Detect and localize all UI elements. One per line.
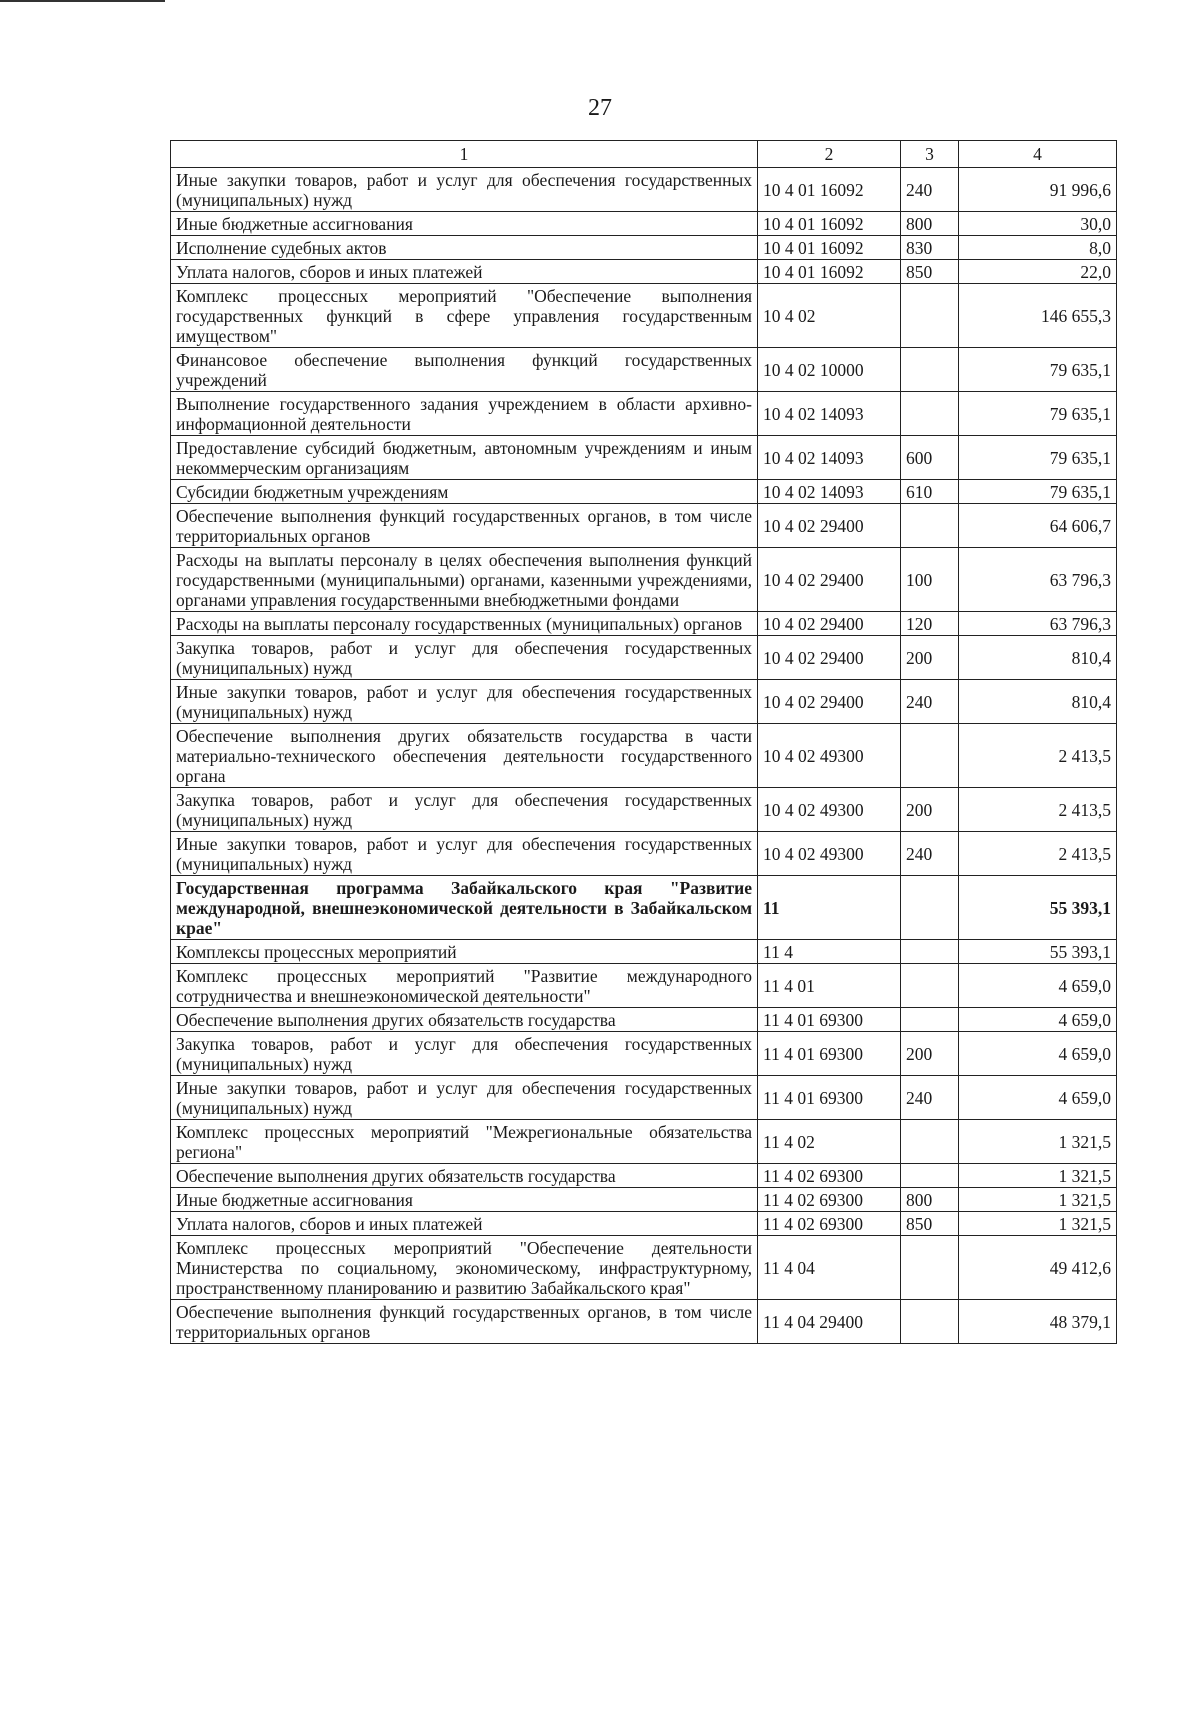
row-name-cell: Финансовое обеспечение выполнения функций государственных учреждений bbox=[171, 348, 758, 392]
row-code-cell: 10 4 02 29400 bbox=[758, 548, 901, 612]
row-name-cell: Обеспечение выполнения других обязательств государства bbox=[171, 1164, 758, 1188]
row-type-cell bbox=[901, 504, 959, 548]
row-name-cell: Комплекс процессных мероприятий "Межрегиональные обязательства региона" bbox=[171, 1120, 758, 1164]
row-amount-cell: 22,0 bbox=[959, 260, 1117, 284]
row-type-cell: 240 bbox=[901, 168, 959, 212]
row-type-cell: 200 bbox=[901, 636, 959, 680]
row-name-cell: Комплекс процессных мероприятий "Обеспечение деятельности Министерства по социальному, экономическому, инфраструктурному, пространственному планированию и развитию Забайкальского края" bbox=[171, 1236, 758, 1300]
row-type-cell: 200 bbox=[901, 1032, 959, 1076]
table-row bbox=[171, 284, 1117, 348]
row-code-cell: 10 4 01 16092 bbox=[758, 168, 901, 212]
table-row bbox=[171, 1076, 1117, 1120]
row-type-cell: 610 bbox=[901, 480, 959, 504]
row-name-cell: Уплата налогов, сборов и иных платежей bbox=[171, 260, 758, 284]
row-code-cell: 11 bbox=[758, 876, 901, 940]
row-code-cell: 10 4 02 29400 bbox=[758, 612, 901, 636]
row-type-cell bbox=[901, 348, 959, 392]
row-code-cell: 10 4 02 14093 bbox=[758, 436, 901, 480]
row-code-cell: 11 4 01 bbox=[758, 964, 901, 1008]
row-type-cell: 200 bbox=[901, 788, 959, 832]
row-name-cell: Обеспечение выполнения функций государственных органов, в том числе территориальных органов bbox=[171, 1300, 758, 1344]
row-type-cell bbox=[901, 1120, 959, 1164]
row-code-cell: 11 4 02 bbox=[758, 1120, 901, 1164]
row-type-cell bbox=[901, 940, 959, 964]
row-amount-cell: 2 413,5 bbox=[959, 788, 1117, 832]
row-code-cell: 11 4 02 69300 bbox=[758, 1188, 901, 1212]
table-row bbox=[171, 504, 1117, 548]
row-amount-cell: 55 393,1 bbox=[959, 940, 1117, 964]
row-code-cell: 10 4 02 10000 bbox=[758, 348, 901, 392]
row-type-cell bbox=[901, 1008, 959, 1032]
row-amount-cell: 2 413,5 bbox=[959, 724, 1117, 788]
row-amount-cell: 79 635,1 bbox=[959, 480, 1117, 504]
row-amount-cell: 810,4 bbox=[959, 680, 1117, 724]
row-name-cell: Комплекс процессных мероприятий "Развитие международного сотрудничества и внешнеэкономической деятельности" bbox=[171, 964, 758, 1008]
row-type-cell bbox=[901, 1164, 959, 1188]
table-row bbox=[171, 788, 1117, 832]
row-code-cell: 10 4 02 49300 bbox=[758, 832, 901, 876]
table-row bbox=[171, 1164, 1117, 1188]
row-amount-cell: 79 635,1 bbox=[959, 392, 1117, 436]
row-name-cell: Расходы на выплаты персоналу государственных (муниципальных) органов bbox=[171, 612, 758, 636]
row-name-cell: Закупка товаров, работ и услуг для обеспечения государственных (муниципальных) нужд bbox=[171, 636, 758, 680]
table-row bbox=[171, 680, 1117, 724]
row-type-cell: 830 bbox=[901, 236, 959, 260]
row-amount-cell: 4 659,0 bbox=[959, 1008, 1117, 1032]
row-code-cell: 10 4 02 14093 bbox=[758, 480, 901, 504]
row-amount-cell: 63 796,3 bbox=[959, 612, 1117, 636]
row-amount-cell: 1 321,5 bbox=[959, 1188, 1117, 1212]
table-row bbox=[171, 212, 1117, 236]
row-amount-cell: 79 635,1 bbox=[959, 348, 1117, 392]
row-name-cell: Комплекс процессных мероприятий "Обеспечение выполнения государственных функций в сфере управления государственным имуществом" bbox=[171, 284, 758, 348]
table-row bbox=[171, 964, 1117, 1008]
row-name-cell: Уплата налогов, сборов и иных платежей bbox=[171, 1212, 758, 1236]
page-number: 27 bbox=[588, 95, 612, 121]
row-code-cell: 11 4 01 69300 bbox=[758, 1032, 901, 1076]
header-col-1: 1 bbox=[171, 141, 758, 168]
table-row bbox=[171, 876, 1117, 940]
row-amount-cell: 4 659,0 bbox=[959, 964, 1117, 1008]
row-amount-cell: 146 655,3 bbox=[959, 284, 1117, 348]
table-row bbox=[171, 1212, 1117, 1236]
row-code-cell: 10 4 02 29400 bbox=[758, 636, 901, 680]
table-row bbox=[171, 1008, 1117, 1032]
row-name-cell: Расходы на выплаты персоналу в целях обеспечения выполнения функций государственными (муниципальными) органами, казенными учреждениями, органами управления государственными внебюджетными фондами bbox=[171, 548, 758, 612]
row-type-cell: 120 bbox=[901, 612, 959, 636]
row-name-cell: Комплексы процессных мероприятий bbox=[171, 940, 758, 964]
table-row bbox=[171, 832, 1117, 876]
row-amount-cell: 49 412,6 bbox=[959, 1236, 1117, 1300]
row-type-cell: 240 bbox=[901, 832, 959, 876]
row-type-cell bbox=[901, 876, 959, 940]
row-name-cell: Иные бюджетные ассигнования bbox=[171, 212, 758, 236]
row-amount-cell: 91 996,6 bbox=[959, 168, 1117, 212]
row-type-cell bbox=[901, 1300, 959, 1344]
row-type-cell bbox=[901, 284, 959, 348]
row-amount-cell: 810,4 bbox=[959, 636, 1117, 680]
header-col-3: 3 bbox=[901, 141, 959, 168]
budget-table bbox=[170, 140, 1117, 1344]
row-code-cell: 10 4 02 29400 bbox=[758, 504, 901, 548]
row-type-cell: 800 bbox=[901, 212, 959, 236]
row-amount-cell: 8,0 bbox=[959, 236, 1117, 260]
row-code-cell: 10 4 02 14093 bbox=[758, 392, 901, 436]
row-name-cell: Иные закупки товаров, работ и услуг для обеспечения государственных (муниципальных) нужд bbox=[171, 1076, 758, 1120]
row-type-cell bbox=[901, 724, 959, 788]
table-row bbox=[171, 1120, 1117, 1164]
row-name-cell: Обеспечение выполнения других обязательств государства bbox=[171, 1008, 758, 1032]
table-row bbox=[171, 436, 1117, 480]
table-row bbox=[171, 392, 1117, 436]
row-type-cell: 600 bbox=[901, 436, 959, 480]
row-name-cell: Выполнение государственного задания учреждением в области архивно-информационной деятельности bbox=[171, 392, 758, 436]
row-name-cell: Иные бюджетные ассигнования bbox=[171, 1188, 758, 1212]
row-name-cell: Государственная программа Забайкальского края "Развитие международной, внешнеэкономической деятельности в Забайкальском крае" bbox=[171, 876, 758, 940]
row-name-cell: Обеспечение выполнения функций государственных органов, в том числе территориальных органов bbox=[171, 504, 758, 548]
row-type-cell: 850 bbox=[901, 260, 959, 284]
row-code-cell: 11 4 02 69300 bbox=[758, 1164, 901, 1188]
table-row bbox=[171, 612, 1117, 636]
row-code-cell: 10 4 01 16092 bbox=[758, 236, 901, 260]
row-amount-cell: 4 659,0 bbox=[959, 1076, 1117, 1120]
table-row bbox=[171, 260, 1117, 284]
row-code-cell: 11 4 04 bbox=[758, 1236, 901, 1300]
table-row bbox=[171, 168, 1117, 212]
table-row bbox=[171, 1236, 1117, 1300]
row-amount-cell: 79 635,1 bbox=[959, 436, 1117, 480]
row-type-cell bbox=[901, 964, 959, 1008]
row-code-cell: 11 4 bbox=[758, 940, 901, 964]
row-name-cell: Исполнение судебных актов bbox=[171, 236, 758, 260]
row-code-cell: 10 4 02 bbox=[758, 284, 901, 348]
row-code-cell: 10 4 02 29400 bbox=[758, 680, 901, 724]
header-col-4: 4 bbox=[959, 141, 1117, 168]
row-amount-cell: 1 321,5 bbox=[959, 1120, 1117, 1164]
row-name-cell: Закупка товаров, работ и услуг для обеспечения государственных (муниципальных) нужд bbox=[171, 1032, 758, 1076]
row-code-cell: 11 4 01 69300 bbox=[758, 1076, 901, 1120]
row-code-cell: 10 4 02 49300 bbox=[758, 788, 901, 832]
row-amount-cell: 64 606,7 bbox=[959, 504, 1117, 548]
row-amount-cell: 4 659,0 bbox=[959, 1032, 1117, 1076]
scan-edge-line bbox=[0, 0, 165, 2]
table-row bbox=[171, 1188, 1117, 1212]
row-type-cell: 800 bbox=[901, 1188, 959, 1212]
row-amount-cell: 30,0 bbox=[959, 212, 1117, 236]
table-row bbox=[171, 480, 1117, 504]
row-type-cell: 240 bbox=[901, 680, 959, 724]
row-name-cell: Иные закупки товаров, работ и услуг для обеспечения государственных (муниципальных) нужд bbox=[171, 680, 758, 724]
row-name-cell: Иные закупки товаров, работ и услуг для обеспечения государственных (муниципальных) нужд bbox=[171, 168, 758, 212]
row-code-cell: 10 4 01 16092 bbox=[758, 212, 901, 236]
row-code-cell: 10 4 01 16092 bbox=[758, 260, 901, 284]
table-row bbox=[171, 636, 1117, 680]
row-type-cell: 100 bbox=[901, 548, 959, 612]
row-code-cell: 11 4 01 69300 bbox=[758, 1008, 901, 1032]
table-row bbox=[171, 1032, 1117, 1076]
row-amount-cell: 2 413,5 bbox=[959, 832, 1117, 876]
row-code-cell: 11 4 02 69300 bbox=[758, 1212, 901, 1236]
row-type-cell bbox=[901, 392, 959, 436]
row-type-cell bbox=[901, 1236, 959, 1300]
row-code-cell: 10 4 02 49300 bbox=[758, 724, 901, 788]
row-amount-cell: 63 796,3 bbox=[959, 548, 1117, 612]
table-row bbox=[171, 548, 1117, 612]
row-type-cell: 850 bbox=[901, 1212, 959, 1236]
row-name-cell: Закупка товаров, работ и услуг для обеспечения государственных (муниципальных) нужд bbox=[171, 788, 758, 832]
row-name-cell: Иные закупки товаров, работ и услуг для обеспечения государственных (муниципальных) нужд bbox=[171, 832, 758, 876]
row-amount-cell: 1 321,5 bbox=[959, 1164, 1117, 1188]
header-col-2: 2 bbox=[758, 141, 901, 168]
table-row bbox=[171, 724, 1117, 788]
row-amount-cell: 55 393,1 bbox=[959, 876, 1117, 940]
row-code-cell: 11 4 04 29400 bbox=[758, 1300, 901, 1344]
table-row bbox=[171, 348, 1117, 392]
row-amount-cell: 48 379,1 bbox=[959, 1300, 1117, 1344]
table-row bbox=[171, 940, 1117, 964]
table-body bbox=[171, 168, 1117, 1344]
row-type-cell: 240 bbox=[901, 1076, 959, 1120]
row-name-cell: Предоставление субсидий бюджетным, автономным учреждениям и иным некоммерческим организациям bbox=[171, 436, 758, 480]
row-name-cell: Субсидии бюджетным учреждениям bbox=[171, 480, 758, 504]
table-row bbox=[171, 236, 1117, 260]
row-name-cell: Обеспечение выполнения других обязательств государства в части материально-технического обеспечения деятельности государственного органа bbox=[171, 724, 758, 788]
table-header-row bbox=[171, 141, 1117, 168]
table-row bbox=[171, 1300, 1117, 1344]
row-amount-cell: 1 321,5 bbox=[959, 1212, 1117, 1236]
